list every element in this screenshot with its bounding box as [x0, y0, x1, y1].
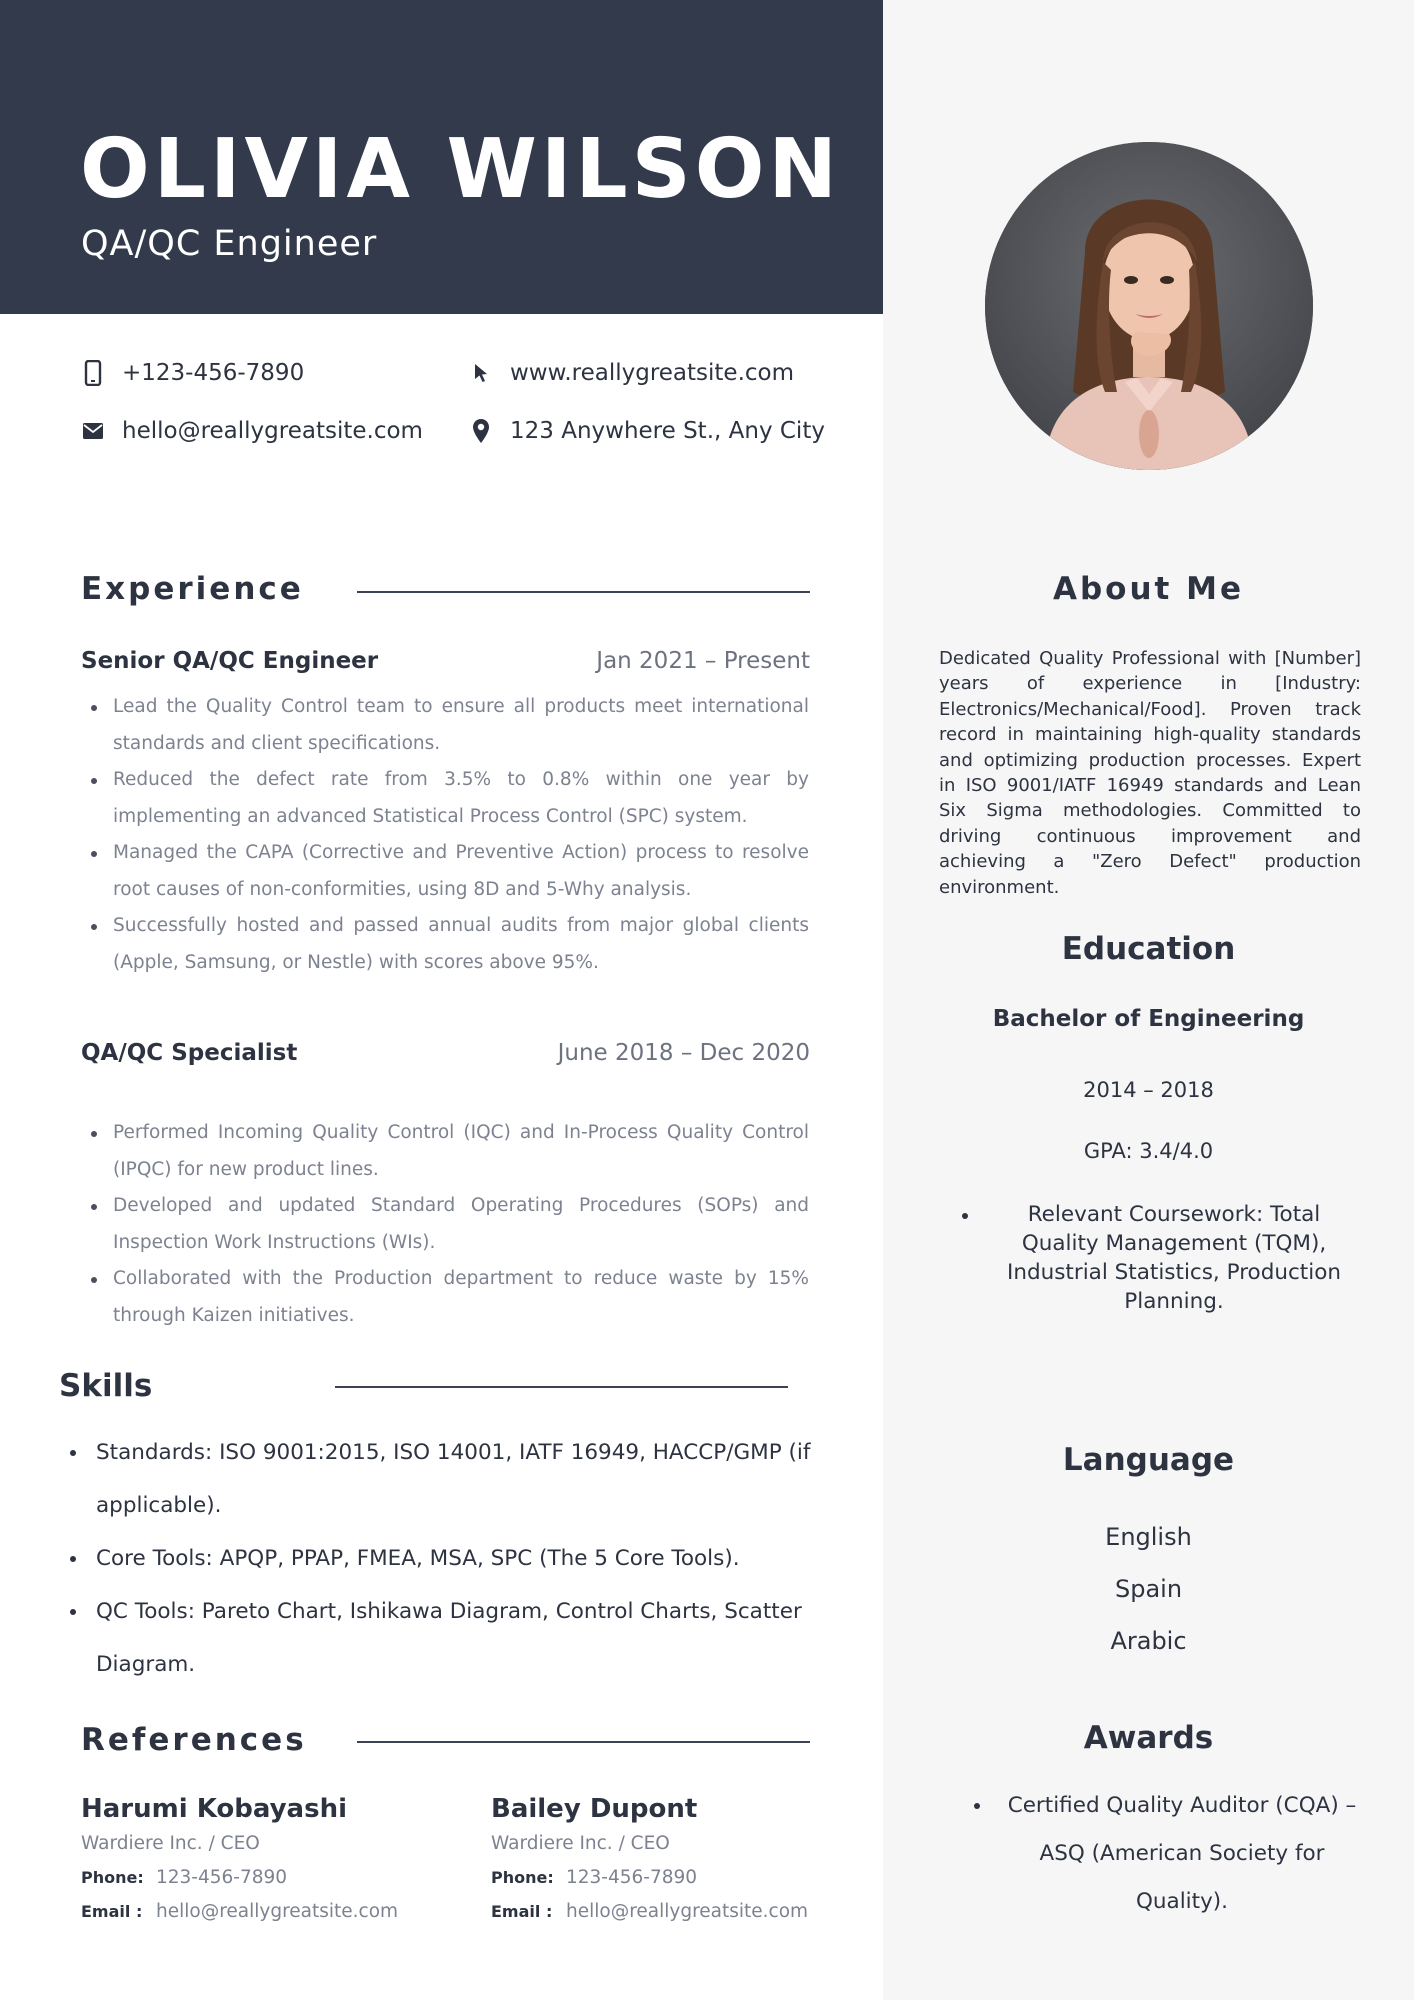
- reference-email: [491, 1901, 808, 1922]
- list-item: Managed the CAPA (Corrective and Preventive Action) process to resolve root causes of non-conformities, using 8D and 5-Why analysis.: [81, 835, 809, 908]
- language-item: Arabic: [1110, 1627, 1187, 1655]
- list-item: Relevant Coursework: Total Quality Management (TQM), Industrial Statistics, Production Planning.: [962, 1200, 1362, 1316]
- reference-phone-value: 123-456-7890: [156, 1867, 288, 1888]
- job-role: Senior QA/QC Engineer: [81, 648, 379, 674]
- reference-name: Harumi Kobayashi: [81, 1794, 347, 1824]
- list-item: QC Tools: Pareto Chart, Ishikawa Diagram, Control Charts, Scatter Diagram.: [59, 1585, 819, 1691]
- phone-text: +123-456-7890: [122, 360, 305, 386]
- contact-address: [468, 418, 825, 444]
- address-text: 123 Anywhere St., Any City: [510, 418, 825, 444]
- reference-email: [81, 1901, 398, 1922]
- job-bullets: [81, 689, 809, 981]
- contact-phone: [80, 360, 304, 386]
- email-text: hello@reallygreatsite.com: [122, 418, 423, 444]
- references-heading: References: [81, 1722, 307, 1758]
- coursework-list: [962, 1200, 1362, 1316]
- reference-company: Wardiere Inc. / CEO: [81, 1833, 260, 1854]
- candidate-name: OLIVIA WILSON: [80, 122, 842, 217]
- email-label: Email :: [491, 1902, 553, 1921]
- experience-divider: [357, 591, 810, 593]
- reference-name: Bailey Dupont: [491, 1794, 698, 1824]
- reference-phone-value: 123-456-7890: [566, 1867, 698, 1888]
- list-item: Core Tools: APQP, PPAP, FMEA, MSA, SPC (The 5 Core Tools).: [59, 1532, 819, 1585]
- reference-phone: [81, 1867, 287, 1888]
- reference-company: Wardiere Inc. / CEO: [491, 1833, 670, 1854]
- reference-phone: [491, 1867, 697, 1888]
- mail-icon: [80, 418, 106, 444]
- job-dates: Jan 2021 – Present: [596, 648, 810, 674]
- references-divider: [357, 1741, 810, 1743]
- education-degree: Bachelor of Engineering: [992, 1006, 1305, 1032]
- list-item: Performed Incoming Quality Control (IQC) and In-Process Quality Control (IPQC) for new product lines.: [81, 1115, 809, 1188]
- about-text: Dedicated Quality Professional with [Number] years of experience in [Industry: Electronics/Mechanical/Food]. Proven track record in maintaining high-quality standards and optimizing production processes. Expert in ISO 9001/IATF 16949 standards and Lean Six Sigma methodologies. Committed to driving continuous improvement and achieving a "Zero Defect" production environment.: [939, 648, 1361, 898]
- list-item: Lead the Quality Control team to ensure all products meet international standards and client specifications.: [81, 689, 809, 762]
- website-text: www.reallygreatsite.com: [510, 360, 795, 386]
- contact-website: [468, 360, 794, 386]
- list-item: Certified Quality Auditor (CQA) – ASQ (American Society for Quality).: [970, 1782, 1370, 1926]
- list-item: Developed and updated Standard Operating Procedures (SOPs) and Inspection Work Instructions (WIs).: [81, 1188, 809, 1261]
- phone-label: Phone:: [81, 1868, 144, 1887]
- phone-icon: [80, 360, 106, 386]
- job-role: QA/QC Specialist: [81, 1040, 298, 1066]
- job-bullets: [81, 1115, 809, 1334]
- candidate-title: QA/QC Engineer: [81, 224, 378, 264]
- reference-email-value: hello@reallygreatsite.com: [566, 1901, 809, 1922]
- language-heading: Language: [1062, 1442, 1235, 1478]
- job-dates: June 2018 – Dec 2020: [557, 1040, 810, 1066]
- location-pin-icon: [468, 418, 494, 444]
- contact-email: [80, 418, 423, 444]
- about-heading: About Me: [1052, 571, 1245, 607]
- phone-label: Phone:: [491, 1868, 554, 1887]
- education-gpa: GPA: 3.4/4.0: [1083, 1139, 1214, 1163]
- list-item: Reduced the defect rate from 3.5% to 0.8% within one year by implementing an advanced Statistical Process Control (SPC) system.: [81, 762, 809, 835]
- profile-photo: [985, 142, 1313, 470]
- language-item: English: [1105, 1523, 1192, 1551]
- cursor-icon: [468, 360, 494, 386]
- awards-list: [970, 1782, 1370, 1926]
- list-item: Collaborated with the Production department to reduce waste by 15% through Kaizen initiatives.: [81, 1261, 809, 1334]
- skills-list: [59, 1426, 819, 1691]
- skills-divider: [335, 1386, 788, 1388]
- reference-email-value: hello@reallygreatsite.com: [156, 1901, 399, 1922]
- skills-heading: Skills: [59, 1368, 153, 1404]
- list-item: Standards: ISO 9001:2015, ISO 14001, IATF 16949, HACCP/GMP (if applicable).: [59, 1426, 819, 1532]
- language-item: Spain: [1114, 1575, 1183, 1603]
- email-label: Email :: [81, 1902, 143, 1921]
- list-item: Successfully hosted and passed annual audits from major global clients (Apple, Samsung, or Nestle) with scores above 95%.: [81, 908, 809, 981]
- education-heading: Education: [1061, 931, 1236, 967]
- education-years: 2014 – 2018: [1083, 1078, 1214, 1102]
- experience-heading: Experience: [81, 571, 304, 607]
- awards-heading: Awards: [1083, 1720, 1214, 1756]
